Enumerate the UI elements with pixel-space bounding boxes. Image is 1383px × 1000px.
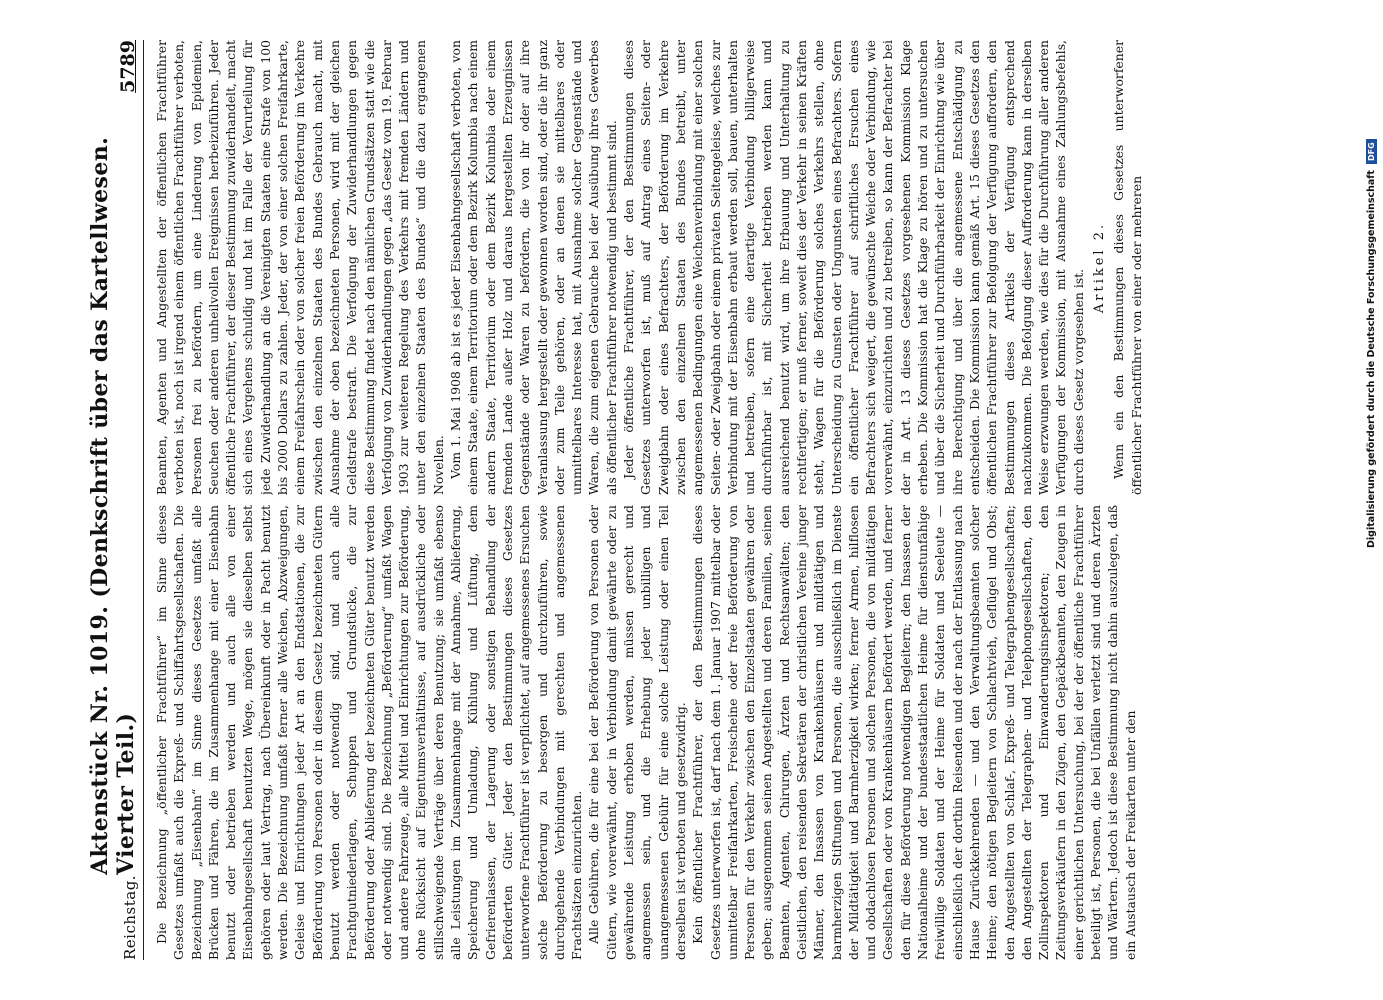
paragraph: Die Bezeichnung „öffentlicher Frachtführer“ im Sinne dieses Gesetzes umfaßt auch die Expreß- und Schiffahrtsgesellschaften. Die Bezeichnung „Eisenbahn“ im Sinne dieses Gesetzes umfaßt alle Brücken und Fähren, die im Zusammenhange mit einer Eisenbahn benutzt oder betrieben werden und auch alle von einer Eisenbahngesellschaft benutzten Wege, mögen sie dieselben selbst gehören oder laut Vertrag, nach Übereinkunft oder in Pacht benutzt werden. Die Bezeichnung umfaßt ferner alle Weichen, Abzweigungen, Geleise und Einrichtungen jeder Art an den Endstationen, die zur Beförderung von Personen oder in diesem Gesetz bezeichneten Gütern benutzt werden oder notwendig sind, und auch alle Frachtgutniederlagen, Schuppen und Grundstücke, die zur Beförderung oder Ablieferung der bezeichneten Güter benutzt werden oder notwendig sind. Die Bezeichnung „Beförderung“ umfaßt Wagen und andere Fahrzeuge, alle Mittel und Einrichtungen zur Beförderung, ohne Rücksicht auf Eigentumsverhältnisse, auf ausdrückliche oder stillschweigende Verträge über deren Benutzung; sie umfaßt ebenso alle Leistungen im Zusammenhange mit der Annahme, Ablieferung, Speicherung und Umladung, Kühlung und Lüftung, dem Gefrierenlassen, der Lagerung oder sonstigen Behandlung der beförderten Güter. Jeder den Bestimmungen dieses Gesetzes unterworfene Frachtführer ist verpflichtet, auf angemessenes Ersuchen solche Beförderung zu besorgen und durchzuführen, sowie durchgehende Verbindungen mit gerechten und angemessenen Frachtsätzen einzurichten. (154, 505, 585, 960)
document-page (45, 0, 1345, 1000)
page-header (87, 40, 139, 960)
dfg-logo: DFG (1366, 139, 1377, 164)
paragraph: Kein öffentlicher Frachtführer, der den Bestimmungen dieses Gesetzes unterworfen ist, darf nach dem 1. Januar 1907 mittelbar oder unmittelbar Freifahrkarten, Freischeine oder freie Beförderung von Personen für den Verkehr zwischen den Einzelstaaten gewähren oder geben; ausgenommen seinen Angestellten und deren Familien, seinen Beamten, Agenten, Chirurgen, Ärzten und Rechtsanwälten; den Geistlichen, den reisenden Sekretären der christlichen Vereine junger Männer, den Insassen von Krankenhäusern und mildtätigen und barmherzigen Stiftungen und Personen, die ausschließlich im Dienste der Mildtätigkeit und Barmherzigkeit wirken; ferner Armen, hilflosen und obdachlosen Personen und solchen Personen, die von mildtätigen Gesellschaften oder von Krankenhäusern befördert werden, und ferner den für diese Beförderung notwendigen Begleitern; den Insassen der Nationalheime und der bundesstaatlichen Heime für dienstunfähige freiwillige Soldaten und der Heime für Soldaten und Seeleute — einschließlich der dorthin Reisenden und der nach der Entlassung nach Hause Zurückkehrenden — und den Verwaltungsbeamten solcher Heime; den nötigen Begleitern von Schlachtvieh, Geflügel und Obst; den Angestellten von Schlaf-, Expreß- und Telegraphengesellschaften; den Angestellten der Telegraphen- und Telephongesellschaften, den Zollinspektoren und Einwanderungsinspektoren; den Zeitungsverkäufern in den Zügen, den Gepäckbeamten, den Zeugen in einer gerichtlichen Untersuchung, bei der der öffentliche Frachtführer beteiligt ist, Personen, die bei Unfällen verletzt sind und deren Ärzten und Wärtern. Jedoch ist diese Bestimmung nicht dahin auszulegen, daß ein Austausch der Freikarten unter den (690, 505, 1138, 960)
paragraph: Wenn ein den Bestimmungen dieses Gesetzes unterworfener öffentlicher Frachtführer von einer oder mehreren (1111, 40, 1144, 495)
page-number: 5789 (117, 40, 139, 93)
header-rule (143, 40, 144, 960)
paragraph: Alle Gebühren, die für eine bei der Beförderung von Personen oder Gütern, wie vorerwähnt, oder in Verbindung damit gewährte oder zu gewährende Leistung erhoben werden, müssen gerecht und angemessen sein, und die Erhebung jeder unbilligen und unangemessenen Gebühr für eine solche Leistung oder einen Teil derselben ist verboten und gesetzwidrig. (586, 505, 688, 960)
dfg-notice-text: Digitalisierung gefördert durch die Deutsche Forschungsgemeinschaft (1366, 170, 1377, 548)
header-title: Aktenstück Nr. 1019. (Denkschrift über das Kartellwesen. Vierter Teil.) (87, 136, 139, 875)
paragraph: Beamten, Agenten und Angestellten der öffentlichen Frachtführer verboten ist, noch ist irgend einem öffentlichen Frachtführer verboten, Personen frei zu befördern, um eine Linderung von Epidemien, Seuchen oder anderen unheilvollen Ereignissen herbeizuführen. Jeder öffentliche Frachtführer, der dieser Bestimmung zuwiderhandelt, macht sich eines Vergehens schuldig und hat im Falle der Verurteilung für jede Zuwiderhandlung an die Vereinigten Staaten eine Strafe von 100 bis 2000 Dollars zu zahlen. Jeder, der von einer solchen Freifahrkarte, einem Freifahrschein oder von solcher freien Beförderung im Verkehre zwischen den einzelnen Staaten des Bundes Gebrauch macht, mit Ausnahme der oben bezeichneten Personen, wird mit der gleichen Geldstrafe bestraft. Die Verfolgung der Zuwiderhandlungen gegen diese Bestimmung findet nach den nämlichen Grundsätzen statt wie die Verfolgung von Zuwiderhandlungen gegen „das Gesetz vom 19. Februar 1903 zur weiteren Regelung des Verkehrs mit fremden Ländern und unter den einzelnen Staaten des Bundes“ und die dazu ergangenen Novellen. (154, 40, 446, 495)
text-column-left (153, 505, 1309, 960)
paragraph: Vom 1. Mai 1908 ab ist es jeder Eisenbahngesellschaft verboten, von einem Staate, einem Territorium oder dem Bezirk Kolumbia nach einem andern Staate, Territorium oder dem Bezirk Kolumbia oder einem fremden Lande außer Holz und daraus hergestellten Erzeugnissen Gegenstände oder Waren zu befördern, die von ihr oder auf ihre Veranlassung hergestellt oder gewonnen worden sind, oder die ihr ganz oder zum Teile gehören, oder an denen sie mittelbares oder unmittelbares Interesse hat, mit Ausnahme solcher Gegenstände und Waren, die zum eigenen Gebrauche bei der Ausübung ihres Gewerbes als öffentlicher Frachtführer notwendig und bestimmt sind. (448, 40, 619, 495)
paragraph: Jeder öffentliche Frachtführer, der den Bestimmungen dieses Gesetzes unterworfen ist, muß auf Antrag eines Seiten- oder Zweigbahn oder eines Befrachters, der Beförderung im Verkehre zwischen den einzelnen Staaten des Bundes betreibt, unter angemessenen Bedingungen eine Weichenverbindung mit einer solchen Seiten- oder Zweigbahn oder einem privaten Seitengeleise, welches zur Verbindung mit der Eisenbahn erbaut werden soll, bauen, unterhalten und betreiben, sofern eine derartige Verbindung billigerweise durchführbar ist, mit Sicherheit betrieben werden kann und ausreichend benutzt wird, um ihre Erbauung und Unterhaltung zu rechtfertigen; er muß ferner, soweit dies der Verkehr in seinen Kräften steht, Wagen für die Beförderung solches Verkehrs stellen, ohne Unterscheidung zu Gunsten oder Ungunsten eines Befrachters. Sofern ein öffentlicher Frachtführer auf schriftliches Ersuchen eines Befrachters sich weigert, die gewünschte Weiche oder Verbindung, wie vorerwähnt, einzurichten und zu betreiben, so kann der Befrachter bei der in Art. 13 dieses Gesetzes vorgesehenen Kommission Klage erheben. Die Kommission hat die Klage zu hören und zu untersuchen und über die Sicherheit und Durchführbarkeit der Einrichtung wie über ihre Berechtigung und über die angemessene Entschädigung zu entscheiden. Die Kommission kann gemäß Art. 15 dieses Gesetzes den öffentlichen Frachtführer zur Befolgung der Verfügung auffordern, den Bestimmungen dieses Artikels der Verfügung entsprechend nachzukommen. Die Befolgung dieser Aufforderung kann in derselben Weise erzwungen werden, wie dies für die Durchführung aller anderen Verfügungen der Kommission, mit Ausnahme eines Zahlungsbefehls, durch dieses Gesetz vorgesehen ist. (621, 40, 1086, 495)
text-column-right (153, 40, 1309, 495)
header-left: Reichstag. (121, 874, 139, 960)
article-heading: Artikel 2. (1092, 221, 1108, 314)
dfg-notice (1364, 8, 1379, 548)
